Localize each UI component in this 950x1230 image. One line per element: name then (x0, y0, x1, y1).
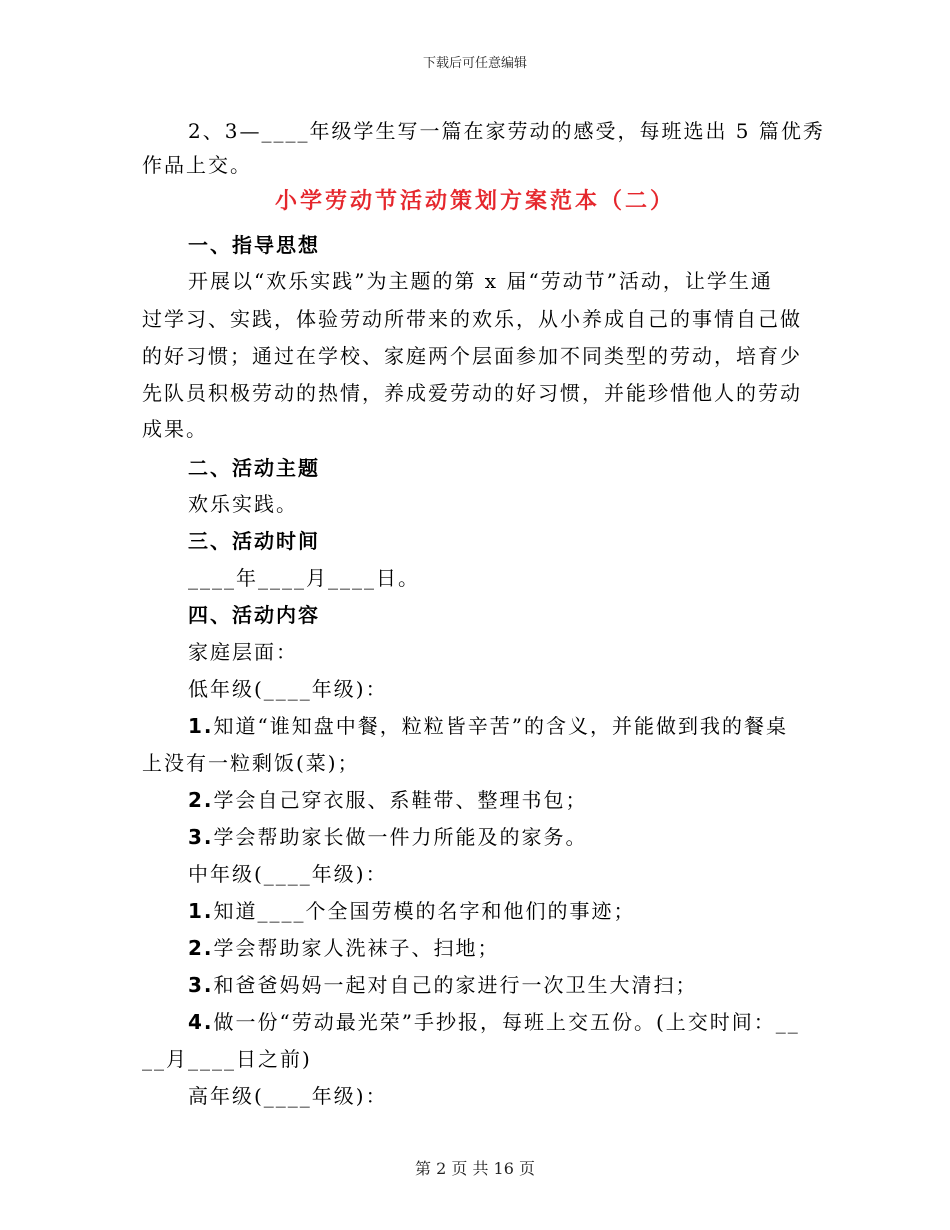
list-text: 和爸爸妈妈一起对自己的家进行一次卫生大清扫； (213, 973, 698, 997)
list-item-continuation: 上没有一粒剩饭(菜)； (142, 751, 360, 775)
paragraph-line: 开展以“欢乐实践”为主题的第 x 届“劳动节”活动，让学生通 (188, 269, 773, 293)
page-header-note: 下载后可任意编辑 (422, 56, 527, 71)
list-number: 3. (188, 825, 214, 849)
high-grade-label: 高年级(____年级)： (188, 1084, 388, 1108)
list-item (188, 824, 588, 850)
list-text: 知道____个全国劳模的名字和他们的事迹； (213, 899, 636, 923)
list-item (188, 787, 588, 813)
heading-activity-time: 三、活动时间 (188, 529, 320, 553)
low-grade-label: 低年级(____年级)： (188, 677, 388, 701)
list-item (188, 1009, 800, 1035)
intro-line: 2、3—____年级学生写一篇在家劳动的感受，每班选出 5 篇优秀 (188, 119, 825, 143)
list-text: 学会自己穿衣服、系鞋带、整理书包； (213, 788, 588, 812)
heading-activity-theme: 二、活动主题 (188, 456, 320, 480)
list-number: 1. (188, 714, 214, 738)
paragraph-line: 过学习、实践，体验劳动所带来的欢乐，从小养成自己的事情自己做 (142, 307, 802, 331)
list-item (188, 972, 698, 998)
list-number: 1. (188, 899, 214, 923)
list-text: 做一份“劳动最光荣”手抄报，每班上交五份。(上交时间：__ (213, 1010, 800, 1034)
paragraph-line: 先队员积极劳动的热情，养成爱劳动的好习惯，并能珍惜他人的劳动 (142, 381, 802, 405)
list-text: 学会帮助家人洗袜子、扫地； (213, 936, 500, 960)
heading-guiding-thought: 一、指导思想 (188, 233, 320, 257)
heading-activity-content: 四、活动内容 (188, 603, 320, 627)
list-number: 4. (188, 1010, 214, 1034)
intro-line: 作品上交。 (142, 153, 252, 177)
list-number: 3. (188, 973, 214, 997)
section-title: 小学劳动节活动策划方案范本（二） (274, 189, 675, 214)
list-text: 知道“谁知盘中餐，粒粒皆辛苦”的含义，并能做到我的餐桌 (213, 714, 788, 738)
time-text: ____年____月____日。 (188, 566, 420, 590)
page-number: 第 2 页 共 16 页 (415, 1159, 535, 1178)
mid-grade-label: 中年级(____年级)： (188, 862, 388, 886)
list-text: 学会帮助家长做一件力所能及的家务。 (213, 825, 588, 849)
paragraph-line: 的好习惯；通过在学校、家庭两个层面参加不同类型的劳动，培育少 (142, 344, 802, 368)
list-item (188, 935, 500, 961)
list-number: 2. (188, 788, 214, 812)
list-item (188, 898, 636, 924)
family-level-label: 家庭层面： (188, 640, 298, 664)
list-item-continuation: __月____日之前) (142, 1047, 312, 1071)
list-item (188, 713, 788, 739)
theme-text: 欢乐实践。 (188, 492, 298, 516)
paragraph-line: 成果。 (142, 417, 208, 441)
list-number: 2. (188, 936, 214, 960)
